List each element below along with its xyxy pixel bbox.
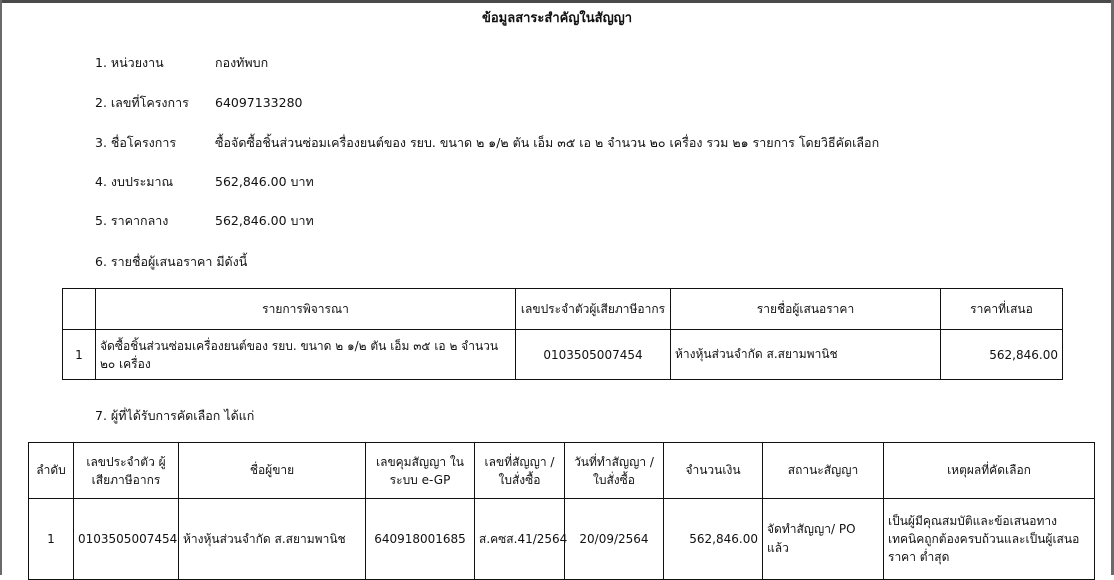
field-value: 64097133280: [215, 95, 303, 110]
table-row: [29, 499, 1095, 580]
field-project-number: [95, 93, 302, 113]
winners-cell-status: จัดทำสัญญา/ PO แล้ว: [763, 499, 884, 580]
bids-header-bidder: รายชื่อผู้เสนอราคา: [671, 289, 941, 330]
winners-header-row: [29, 443, 1095, 499]
bids-cell-tax-id: 0103505007454: [516, 330, 671, 380]
winners-header-status: สถานะสัญญา: [763, 443, 884, 499]
winners-header-contract-date: วันที่ทำสัญญา / ใบสั่งซื้อ: [565, 443, 664, 499]
bids-cell-index: 1: [63, 330, 96, 380]
winners-header-amount: จำนวนเงิน: [664, 443, 763, 499]
field-value: 562,846.00 บาท: [215, 174, 314, 189]
table-row: [63, 330, 1063, 380]
window-top-border: [0, 0, 1114, 3]
field-label: 5. ราคากลาง: [95, 213, 169, 228]
bids-header-row: [63, 289, 1063, 330]
winners-cell-contract-number: ส.คซส.41/2564: [475, 499, 565, 580]
bids-table: [62, 288, 1063, 380]
winners-cell-tax-id: 0103505007454: [74, 499, 179, 580]
winners-header-reason: เหตุผลที่คัดเลือก: [884, 443, 1095, 499]
field-project-name: [95, 133, 879, 153]
winners-header-contract-number: เลขที่สัญญา / ใบสั่งซื้อ: [475, 443, 565, 499]
field-label: 3. ชื่อโครงการ: [95, 135, 177, 150]
bids-header-tax-id: เลขประจำตัวผู้เสียภาษีอากร: [516, 289, 671, 330]
winners-header-order: ลำดับ: [29, 443, 74, 499]
field-label: 4. งบประมาณ: [95, 174, 174, 189]
bids-header-price: ราคาที่เสนอ: [941, 289, 1063, 330]
bids-cell-bidder: ห้างหุ้นส่วนจำกัด ส.สยามพานิช: [671, 330, 941, 380]
winners-cell-reason: เป็นผู้มีคุณสมบัติและข้อเสนอทางเทคนิคถูกต้องครบถ้วนและเป็นผู้เสนอราคา ต่ำสุด: [884, 499, 1095, 580]
winners-table: [28, 442, 1095, 580]
page-title: ข้อมูลสาระสำคัญในสัญญา: [481, 11, 633, 26]
bids-cell-price: 562,846.00: [941, 330, 1063, 380]
winners-cell-contract-date: 20/09/2564: [565, 499, 664, 580]
page-left-edge: [0, 0, 2, 575]
field-value: กองทัพบก: [215, 55, 269, 70]
bids-cell-item: จัดซื้อชิ้นส่วนซ่อมเครื่องยนต์ของ รยบ. ขนาด ๒ ๑/๒ ตัน เอ็ม ๓๕ เอ ๒ จำนวน ๒๐ เครื่อง: [96, 330, 516, 380]
field-label: 1. หน่วยงาน: [95, 55, 164, 70]
bidders-heading: 6. รายชื่อผู้เสนอราคา มีดังนี้: [95, 254, 248, 269]
winners-header-egp-number: เลขคุมสัญญา ในระบบ e-GP: [366, 443, 475, 499]
winners-header-tax-id: เลขประจำตัว ผู้เสียภาษีอากร: [74, 443, 179, 499]
winners-heading: 7. ผู้ที่ได้รับการคัดเลือก ได้แก่: [95, 408, 255, 423]
field-median-price: [95, 211, 314, 231]
field-agency: [95, 53, 268, 73]
field-budget: [95, 172, 314, 192]
field-value: 562,846.00 บาท: [215, 213, 314, 228]
winners-cell-order: 1: [29, 499, 74, 580]
winners-cell-seller: ห้างหุ้นส่วนจำกัด ส.สยามพานิช: [179, 499, 366, 580]
winners-cell-egp-number: 640918001685: [366, 499, 475, 580]
bids-header-index: [63, 289, 96, 330]
bids-header-item: รายการพิจารณา: [96, 289, 516, 330]
field-value: ซื้อจัดซื้อชิ้นส่วนซ่อมเครื่องยนต์ของ รยบ. ขนาด ๒ ๑/๒ ตัน เอ็ม ๓๕ เอ ๒ จำนวน ๒๐ เครื่อง รวม ๒๑ รายการ โดยวิธีคัดเลือก: [215, 135, 880, 150]
winners-header-seller: ชื่อผู้ขาย: [179, 443, 366, 499]
field-label: 2. เลขที่โครงการ: [95, 95, 189, 110]
winners-cell-amount: 562,846.00: [664, 499, 763, 580]
